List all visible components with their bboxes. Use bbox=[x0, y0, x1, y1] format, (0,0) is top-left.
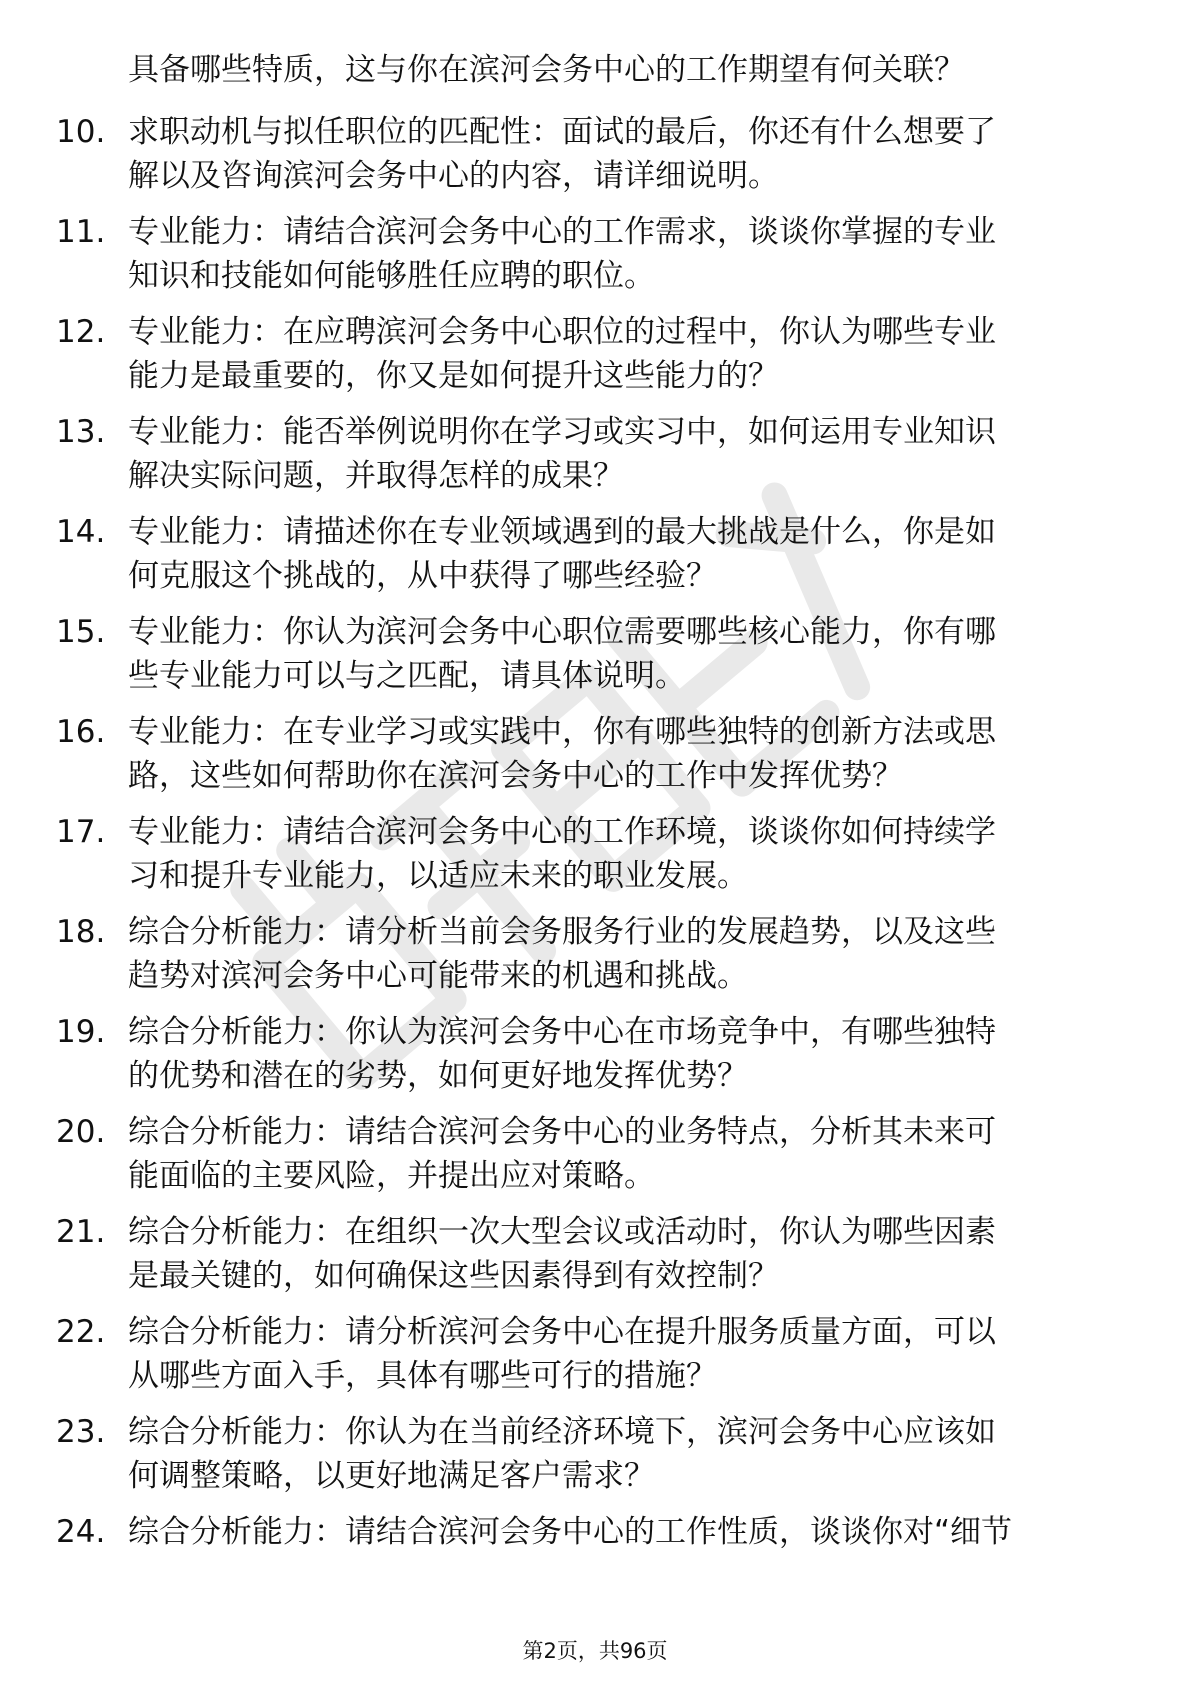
question-line: 综合分析能力：请结合滨河会务中心的工作性质，谈谈你对“细节 bbox=[128, 1514, 1013, 1550]
question-line: 能面临的主要风险，并提出应对策略。 bbox=[128, 1158, 655, 1194]
list-item bbox=[0, 710, 1190, 810]
question-line: 能力是最重要的，你又是如何提升这些能力的？ bbox=[128, 358, 779, 394]
question-list bbox=[0, 110, 1190, 1610]
question-line: 专业能力：请结合滨河会务中心的工作需求，谈谈你掌握的专业 bbox=[128, 214, 996, 250]
question-line: 专业能力：能否举例说明你在学习或实习中，如何运用专业知识 bbox=[128, 414, 996, 450]
question-text bbox=[128, 210, 1108, 298]
question-number: 18. bbox=[56, 914, 106, 950]
question-number: 17. bbox=[56, 814, 106, 850]
question-line: 些专业能力可以与之匹配，请具体说明。 bbox=[128, 658, 686, 694]
question-text bbox=[128, 810, 1108, 898]
question-line: 专业能力：你认为滨河会务中心职位需要哪些核心能力，你有哪 bbox=[128, 614, 996, 650]
question-text bbox=[128, 1210, 1108, 1298]
list-item bbox=[0, 1310, 1190, 1410]
question-text bbox=[128, 910, 1108, 998]
list-item bbox=[0, 810, 1190, 910]
question-text bbox=[128, 410, 1108, 498]
question-line: 专业能力：请结合滨河会务中心的工作环境，谈谈你如何持续学 bbox=[128, 814, 996, 850]
list-item bbox=[0, 910, 1190, 1010]
question-number: 22. bbox=[56, 1314, 106, 1350]
question-line: 综合分析能力：在组织一次大型会议或活动时，你认为哪些因素 bbox=[128, 1214, 996, 1250]
question-line: 综合分析能力：请分析当前会务服务行业的发展趋势，以及这些 bbox=[128, 914, 996, 950]
question-line: 专业能力：在专业学习或实践中，你有哪些独特的创新方法或思 bbox=[128, 714, 996, 750]
question-number: 10. bbox=[56, 114, 106, 150]
list-item bbox=[0, 1510, 1190, 1610]
question-text bbox=[128, 1410, 1108, 1498]
continued-question-text: 具备哪些特质，这与你在滨河会务中心的工作期望有何关联？ bbox=[128, 52, 965, 88]
question-number: 19. bbox=[56, 1014, 106, 1050]
list-item bbox=[0, 110, 1190, 210]
question-number: 24. bbox=[56, 1514, 106, 1550]
question-text bbox=[128, 310, 1108, 398]
question-number: 23. bbox=[56, 1414, 106, 1450]
question-text bbox=[128, 1010, 1108, 1098]
question-number: 14. bbox=[56, 514, 106, 550]
question-number: 20. bbox=[56, 1114, 106, 1150]
question-number: 15. bbox=[56, 614, 106, 650]
question-text bbox=[128, 1310, 1108, 1398]
question-line: 综合分析能力：你认为滨河会务中心在市场竞争中，有哪些独特 bbox=[128, 1014, 996, 1050]
list-item bbox=[0, 1410, 1190, 1510]
question-line: 的优势和潜在的劣势，如何更好地发挥优势？ bbox=[128, 1058, 748, 1094]
question-number: 21. bbox=[56, 1214, 106, 1250]
question-text bbox=[128, 510, 1108, 598]
list-item bbox=[0, 610, 1190, 710]
question-line: 求职动机与拟任职位的匹配性：面试的最后，你还有什么想要了 bbox=[128, 114, 996, 150]
list-item bbox=[0, 1110, 1190, 1210]
question-line: 专业能力：在应聘滨河会务中心职位的过程中，你认为哪些专业 bbox=[128, 314, 996, 350]
question-line: 解以及咨询滨河会务中心的内容，请详细说明。 bbox=[128, 158, 779, 194]
question-line: 解决实际问题，并取得怎样的成果？ bbox=[128, 458, 624, 494]
list-item bbox=[0, 210, 1190, 310]
question-text bbox=[128, 610, 1108, 698]
question-line: 综合分析能力：请分析滨河会务中心在提升服务质量方面，可以 bbox=[128, 1314, 996, 1350]
question-line: 综合分析能力：请结合滨河会务中心的业务特点，分析其未来可 bbox=[128, 1114, 996, 1150]
question-line: 习和提升专业能力，以适应未来的职业发展。 bbox=[128, 858, 748, 894]
question-text bbox=[128, 1110, 1108, 1198]
question-line: 知识和技能如何能够胜任应聘的职位。 bbox=[128, 258, 655, 294]
question-number: 13. bbox=[56, 414, 106, 450]
question-text bbox=[128, 110, 1108, 198]
question-text bbox=[128, 1510, 1108, 1554]
question-number: 16. bbox=[56, 714, 106, 750]
page-number-footer: 第2页，共96页 bbox=[522, 1639, 668, 1663]
question-line: 趋势对滨河会务中心可能带来的机遇和挑战。 bbox=[128, 958, 748, 994]
question-number: 11. bbox=[56, 214, 106, 250]
question-line: 路，这些如何帮助你在滨河会务中心的工作中发挥优势？ bbox=[128, 758, 903, 794]
list-item bbox=[0, 310, 1190, 410]
list-item bbox=[0, 1210, 1190, 1310]
question-line: 何调整策略，以更好地满足客户需求？ bbox=[128, 1458, 655, 1494]
question-number: 12. bbox=[56, 314, 106, 350]
question-line: 专业能力：请描述你在专业领域遇到的最大挑战是什么，你是如 bbox=[128, 514, 996, 550]
question-line: 综合分析能力：你认为在当前经济环境下，滨河会务中心应该如 bbox=[128, 1414, 996, 1450]
question-text bbox=[128, 710, 1108, 798]
question-line: 从哪些方面入手，具体有哪些可行的措施？ bbox=[128, 1358, 717, 1394]
list-item bbox=[0, 1010, 1190, 1110]
list-item bbox=[0, 410, 1190, 510]
question-line: 何克服这个挑战的，从中获得了哪些经验？ bbox=[128, 558, 717, 594]
question-line: 是最关键的，如何确保这些因素得到有效控制？ bbox=[128, 1258, 779, 1294]
list-item bbox=[0, 510, 1190, 610]
